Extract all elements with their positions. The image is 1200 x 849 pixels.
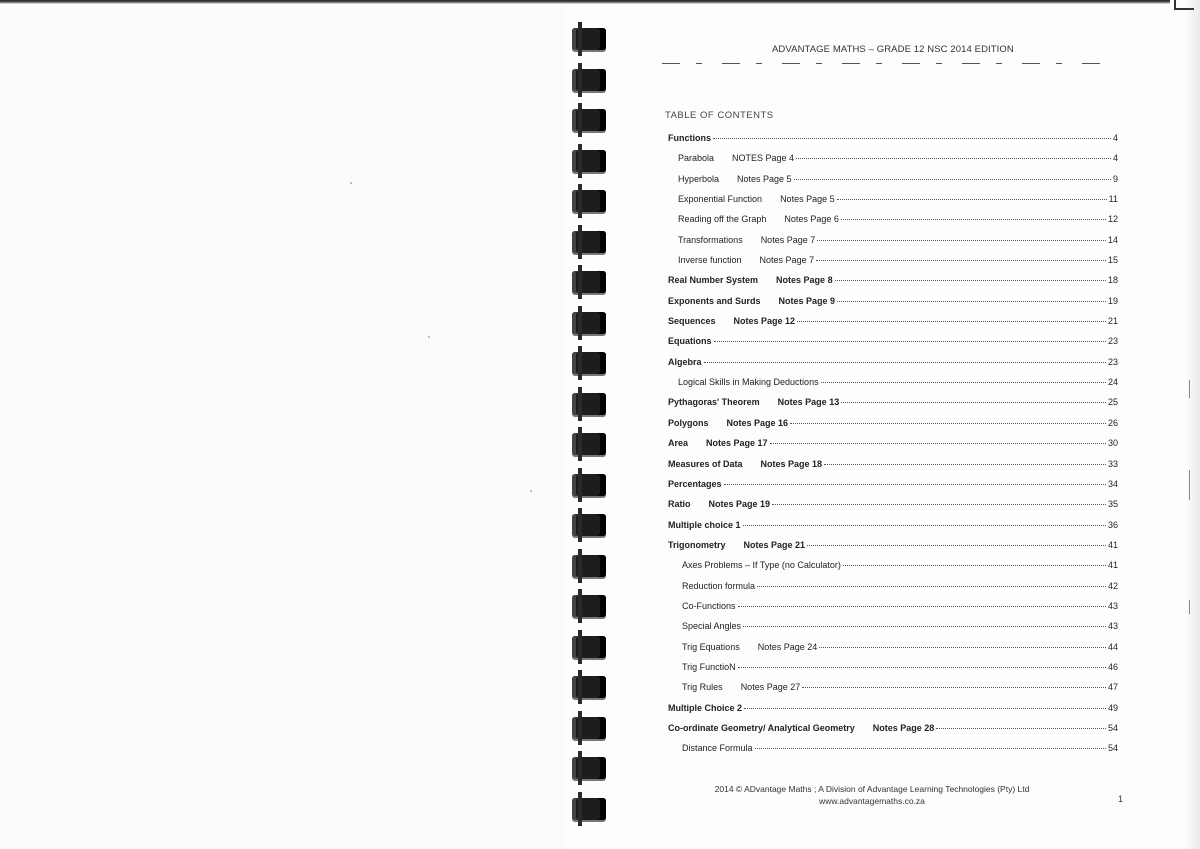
toc-entry-title: Real Number System: [668, 275, 759, 286]
dot-leader: [841, 402, 1106, 403]
toc-entry: [668, 133, 1118, 153]
binding-coil: [572, 676, 606, 698]
scan-speck: [530, 490, 532, 492]
toc-entry-notes: Notes Page 8: [776, 275, 833, 286]
toc-entry-page: 24: [1107, 377, 1118, 388]
toc-entry-page: 18: [1107, 275, 1118, 286]
toc-entry: [668, 296, 1118, 316]
binding-coil: [572, 271, 606, 293]
toc-entry-notes: Notes Page 27: [740, 682, 801, 693]
toc-entry: [668, 743, 1118, 763]
binding-coil: [572, 190, 606, 212]
toc-heading: TABLE OF CONTENTS: [665, 110, 774, 121]
toc-entry-page: 11: [1108, 194, 1118, 205]
toc-entry: [668, 377, 1118, 397]
page-number: 1: [1118, 794, 1124, 804]
toc-entry-notes: Notes Page 13: [777, 397, 840, 408]
toc-entry: [668, 194, 1118, 214]
dot-leader: [837, 301, 1106, 302]
footer-copyright: 2014 © ADvantage Maths ; A Division of Advantage Learning Technologies (Pty) Ltd: [714, 784, 1030, 794]
contents-page: [612, 0, 1182, 849]
toc-entry-title: Multiple Choice 2: [668, 702, 743, 713]
toc-entry-title: Special Angles: [682, 621, 742, 632]
dot-leader: [835, 280, 1106, 281]
scan-speck: [350, 182, 352, 184]
toc-entry-page: 14: [1107, 234, 1118, 245]
toc-entry-page: 34: [1107, 478, 1118, 489]
toc-entry-page: 23: [1107, 356, 1118, 367]
binding-coil: [572, 757, 606, 779]
dot-leader: [770, 443, 1106, 444]
dot-leader: [837, 199, 1107, 200]
toc-entry-title: Exponential Function: [678, 194, 763, 205]
toc-entry-page: 12: [1107, 214, 1118, 225]
toc-entry: [668, 397, 1118, 417]
toc-entry: [668, 703, 1118, 723]
toc-entry-page: 30: [1107, 438, 1118, 449]
toc-entry: [668, 316, 1118, 336]
running-header: ADVANTAGE MATHS – GRADE 12 NSC 2014 EDITION: [772, 44, 1014, 55]
dot-leader: [796, 158, 1111, 159]
toc-entry-page: 9: [1112, 173, 1118, 184]
toc-entry-notes: Notes Page 21: [743, 539, 806, 550]
dot-leader: [743, 626, 1106, 627]
toc-entry: [668, 438, 1118, 458]
toc-entry-title: Reduction formula: [682, 580, 756, 591]
toc-entry: [668, 601, 1118, 621]
toc-entry-title: Pythagoras' Theorem: [668, 397, 760, 408]
dot-leader: [841, 219, 1106, 220]
toc-entry-notes: Notes Page 28: [872, 722, 935, 733]
toc-entry-page: 54: [1107, 722, 1118, 733]
binding-coil: [572, 150, 606, 172]
dot-leader: [755, 748, 1106, 749]
dot-leader: [714, 341, 1106, 342]
toc-entry: [668, 174, 1118, 194]
toc-entry-notes: Notes Page 5: [737, 173, 792, 184]
toc-entry-page: 47: [1107, 682, 1118, 693]
binding-coil: [572, 595, 606, 617]
toc-entry-notes: Notes Page 7: [759, 255, 815, 266]
toc-entry-title: Trigonometry: [668, 539, 726, 550]
toc-entry: [668, 662, 1118, 682]
toc-entry-notes: Notes Page 19: [708, 499, 771, 510]
toc-entry-title: Inverse function: [678, 255, 742, 266]
edge-mark: [1189, 600, 1190, 614]
binding-coil: [572, 69, 606, 91]
toc-entry-page: 41: [1107, 539, 1118, 550]
toc-entry-page: 54: [1107, 743, 1118, 754]
toc-entry-title: Distance Formula: [682, 743, 753, 754]
toc-entry: [668, 723, 1118, 743]
dot-leader: [819, 647, 1106, 648]
toc-entry-title: Logical Skills in Making Deductions: [678, 377, 819, 388]
toc-entry-notes: Notes Page 16: [726, 417, 789, 428]
toc-entry: [668, 642, 1118, 662]
toc-entry-notes: NOTES Page 4: [732, 153, 795, 164]
toc-entry: [668, 621, 1118, 641]
spiral-binding: [572, 28, 608, 849]
dot-leader: [713, 138, 1111, 139]
toc-entry-title: Hyperbola: [678, 173, 720, 184]
toc-entry: [668, 214, 1118, 234]
toc-entry-title: Sequences: [668, 316, 716, 327]
edge-mark: [1189, 380, 1190, 398]
toc-entry: [668, 275, 1118, 295]
toc-entry-page: 26: [1107, 417, 1118, 428]
toc-entry: [668, 235, 1118, 255]
toc-entry-page: 19: [1107, 295, 1118, 306]
toc-list: [668, 133, 1118, 764]
toc-entry-page: 46: [1107, 661, 1118, 672]
toc-entry-notes: Notes Page 5: [780, 194, 835, 205]
dot-leader: [797, 321, 1106, 322]
toc-entry-page: 15: [1107, 255, 1118, 266]
dot-leader: [704, 362, 1106, 363]
toc-entry-title: Measures of Data: [668, 458, 743, 469]
toc-entry: [668, 153, 1118, 173]
toc-entry-page: 43: [1107, 621, 1118, 632]
toc-entry-notes: Notes Page 6: [784, 214, 839, 225]
toc-entry-title: Ratio: [668, 499, 691, 510]
dot-leader: [821, 382, 1106, 383]
toc-entry-page: 35: [1107, 499, 1118, 510]
dot-leader: [772, 504, 1106, 505]
toc-entry-page: 36: [1107, 519, 1118, 530]
toc-entry-page: 21: [1107, 316, 1118, 327]
dot-leader: [738, 606, 1106, 607]
toc-entry-page: 42: [1107, 580, 1118, 591]
toc-entry-title: Algebra: [668, 356, 702, 367]
toc-entry: [668, 499, 1118, 519]
binding-coil: [572, 231, 606, 253]
dot-leader: [817, 240, 1106, 241]
scan-speck: [428, 336, 430, 338]
dot-leader: [936, 728, 1106, 729]
toc-entry-title: Trig FunctioN: [682, 661, 736, 672]
header-rule: [662, 63, 1112, 64]
footer: [672, 783, 1072, 807]
toc-entry: [668, 479, 1118, 499]
toc-entry-title: Co-Functions: [682, 600, 736, 611]
toc-entry-notes: Notes Page 7: [760, 234, 816, 245]
dot-leader: [807, 545, 1106, 546]
right-scan-edge: [1186, 0, 1200, 849]
toc-entry-title: Trig Equations: [682, 641, 740, 652]
toc-entry-title: Reading off the Graph: [678, 214, 767, 225]
toc-entry-notes: Notes Page 24: [757, 641, 818, 652]
binding-coil: [572, 474, 606, 496]
toc-entry-page: 4: [1112, 153, 1118, 164]
toc-entry: [668, 459, 1118, 479]
toc-entry-page: 41: [1107, 560, 1118, 571]
dot-leader: [816, 260, 1106, 261]
toc-entry-title: Equations: [668, 336, 712, 347]
dot-leader: [824, 464, 1106, 465]
binding-coil: [572, 352, 606, 374]
binding-coil: [572, 393, 606, 415]
binding-coil: [572, 312, 606, 334]
toc-entry-title: Parabola: [678, 153, 715, 164]
toc-entry-title: Transformations: [678, 234, 743, 245]
toc-entry: [668, 581, 1118, 601]
binding-coil: [572, 433, 606, 455]
left-blank-page: [0, 0, 565, 849]
toc-entry-title: Co-ordinate Geometry/ Analytical Geometry: [668, 722, 855, 733]
toc-entry: [668, 336, 1118, 356]
binding-coil: [572, 555, 606, 577]
dot-leader: [743, 525, 1106, 526]
binding-coil: [572, 717, 606, 739]
toc-entry: [668, 520, 1118, 540]
toc-entry-title: Axes Problems – If Type (no Calculator): [682, 560, 841, 571]
toc-entry-notes: Notes Page 18: [760, 458, 823, 469]
dot-leader: [843, 565, 1106, 566]
binding-coil: [572, 28, 606, 50]
toc-entry-title: Functions: [668, 133, 711, 143]
toc-entry-title: Exponents and Surds: [668, 295, 761, 306]
dot-leader: [790, 423, 1106, 424]
dot-leader: [744, 708, 1106, 709]
toc-entry-page: 43: [1107, 600, 1118, 611]
toc-entry: [668, 682, 1118, 702]
toc-entry-page: 33: [1107, 458, 1118, 469]
dot-leader: [794, 179, 1111, 180]
toc-entry-notes: Notes Page 9: [778, 295, 836, 306]
binding-coil: [572, 109, 606, 131]
binding-coil: [572, 798, 606, 820]
toc-entry-title: Percentages: [668, 478, 722, 489]
toc-entry-page: 23: [1107, 336, 1118, 347]
toc-entry-notes: Notes Page 17: [706, 438, 768, 449]
toc-entry: [668, 540, 1118, 560]
toc-entry-title: Multiple choice 1: [668, 519, 741, 530]
toc-entry-page: 49: [1107, 702, 1118, 713]
edge-mark: [1189, 470, 1190, 500]
toc-entry: [668, 560, 1118, 580]
dot-leader: [757, 586, 1106, 587]
footer-website: www.advantagemaths.co.za: [819, 796, 925, 806]
toc-entry: [668, 357, 1118, 377]
toc-entry: [668, 418, 1118, 438]
toc-entry-page: 25: [1107, 397, 1118, 408]
toc-entry-title: Polygons: [668, 417, 709, 428]
toc-entry-title: Area: [668, 438, 689, 449]
toc-entry: [668, 255, 1118, 275]
binding-coil: [572, 636, 606, 658]
dot-leader: [738, 667, 1106, 668]
binding-coil: [572, 514, 606, 536]
toc-entry-page: 4: [1112, 133, 1118, 143]
dot-leader: [724, 484, 1106, 485]
dot-leader: [802, 687, 1106, 688]
toc-entry-title: Trig Rules: [682, 682, 723, 693]
toc-entry-page: 44: [1107, 641, 1118, 652]
toc-entry-notes: Notes Page 12: [733, 316, 796, 327]
